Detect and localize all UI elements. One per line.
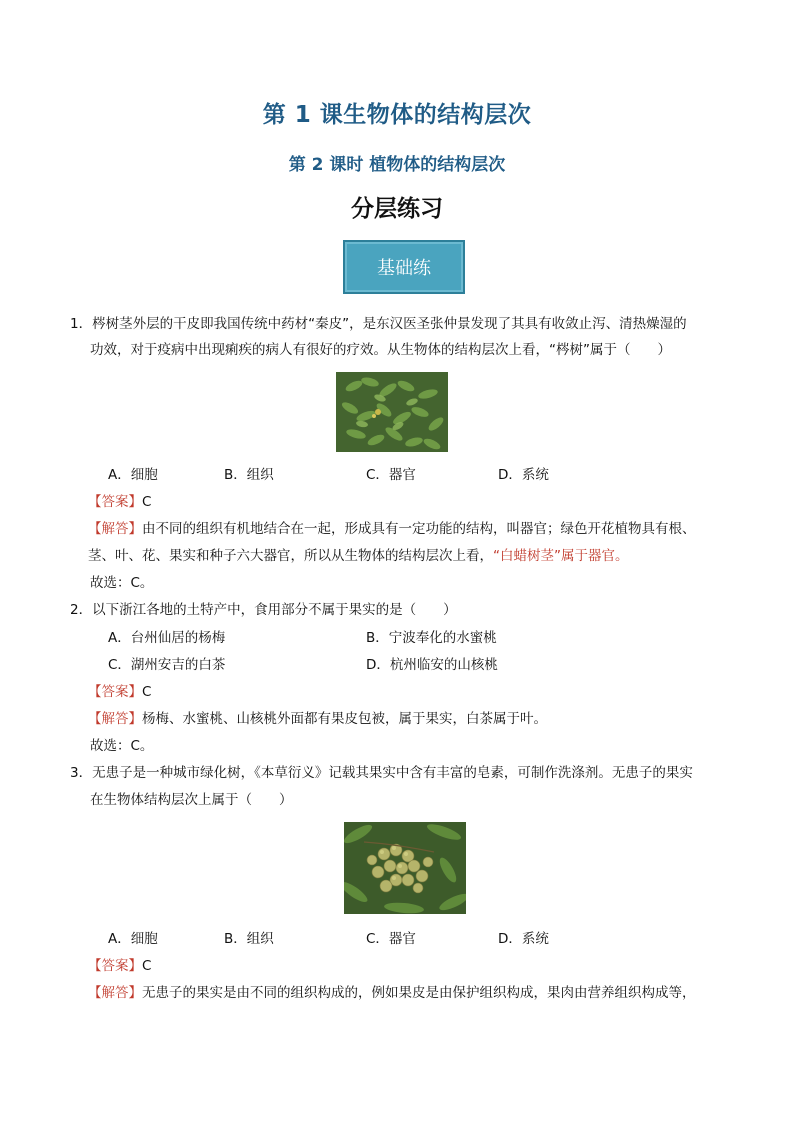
explain-text: 由不同的组织有机地结合在一起，形成具有一定功能的结构，叫器官；绿色开花植物具有根、 (142, 521, 696, 537)
question-1-explain-1 (88, 520, 696, 538)
lesson-subtitle: 第 2 课时 植物体的结构层次 (288, 155, 506, 175)
question-2-option-d: D．杭州临安的山核桃 (366, 657, 498, 673)
ash-tree-leaves-image (336, 372, 448, 452)
question-2-explain-1 (88, 710, 547, 728)
question-3-option-d: D．系统 (498, 931, 549, 947)
question-1-stem-1: 梣树茎外层的干皮即我国传统中药材“秦皮”，是东汉医圣张仲景发现了其具有收敛止泻、清热燥湿的 (92, 316, 687, 332)
question-1-conclusion: 故选：C。 (90, 575, 154, 591)
question-2-line1 (70, 601, 457, 619)
question-1-option-d: D．系统 (498, 467, 549, 483)
question-2-conclusion: 故选：C。 (90, 738, 154, 754)
explain-text-2b: “白蜡树茎”属于器官。 (493, 548, 629, 564)
question-1-option-a: A．细胞 (108, 467, 158, 483)
question-2-option-a: A．台州仙居的杨梅 (108, 630, 226, 646)
explain-text: 杨梅、水蜜桃、山核桃外面都有果皮包被，属于果实，白茶属于叶。 (142, 711, 547, 727)
answer-value: C (142, 684, 152, 700)
explain-text: 无患子的果实是由不同的组织构成的，例如果皮是由保护组织构成，果肉由营养组织构成等， (142, 985, 696, 1001)
question-3-option-a: A．细胞 (108, 931, 158, 947)
lesson-title: 第 1 课生物体的结构层次 (262, 102, 532, 128)
question-3-stem-2: 在生物体结构层次上属于（ ） (90, 792, 293, 808)
answer-tag: 【答案】 (88, 494, 142, 510)
question-2-option-b: B．宁波奉化的水蜜桃 (366, 630, 497, 646)
explain-tag: 【解答】 (88, 521, 142, 537)
question-2-stem-1: 以下浙江各地的土特产中，食用部分不属于果实的是（ ） (92, 602, 457, 618)
answer-value: C (142, 494, 152, 510)
question-3-answer (88, 957, 151, 975)
question-1-explain-2 (88, 547, 629, 565)
level-badge-label: 基础练 (377, 258, 431, 279)
question-3-line1 (70, 764, 693, 782)
question-1-answer (88, 493, 151, 511)
question-3-stem-1: 无患子是一种城市绿化树，《本草衍义》记载其果实中含有丰富的皂素，可制作洗涤剂。无患子的果实 (92, 765, 693, 781)
answer-tag: 【答案】 (88, 684, 142, 700)
ash-tree-leaves-icon (336, 372, 448, 452)
question-3-number: 3． (70, 765, 93, 781)
soapberry-fruit-image (344, 822, 466, 914)
question-1-line1 (70, 315, 687, 333)
question-1-stem-2: 功效，对于疫病中出现痢疾的病人有很好的疗效。从生物体的结构层次上看，“梣树”属于（ ） (90, 342, 671, 358)
question-1-number: 1． (70, 316, 93, 332)
explain-tag: 【解答】 (88, 985, 142, 1001)
practice-title: 分层练习 (351, 196, 443, 222)
answer-tag: 【答案】 (88, 958, 142, 974)
question-2-answer (88, 683, 151, 701)
soapberry-fruit-icon (344, 822, 466, 914)
answer-value: C (142, 958, 152, 974)
explain-text-2a: 茎、叶、花、果实和种子六大器官，所以从生物体的结构层次上看， (88, 548, 493, 564)
question-1-option-c: C．器官 (366, 467, 416, 483)
question-1-option-b: B．组织 (224, 467, 274, 483)
question-3-option-c: C．器官 (366, 931, 416, 947)
question-2-number: 2． (70, 602, 93, 618)
explain-tag: 【解答】 (88, 711, 142, 727)
question-3-explain-1 (88, 984, 696, 1002)
question-3-option-b: B．组织 (224, 931, 274, 947)
level-badge (343, 240, 465, 294)
question-2-option-c: C．湖州安吉的白茶 (108, 657, 226, 673)
